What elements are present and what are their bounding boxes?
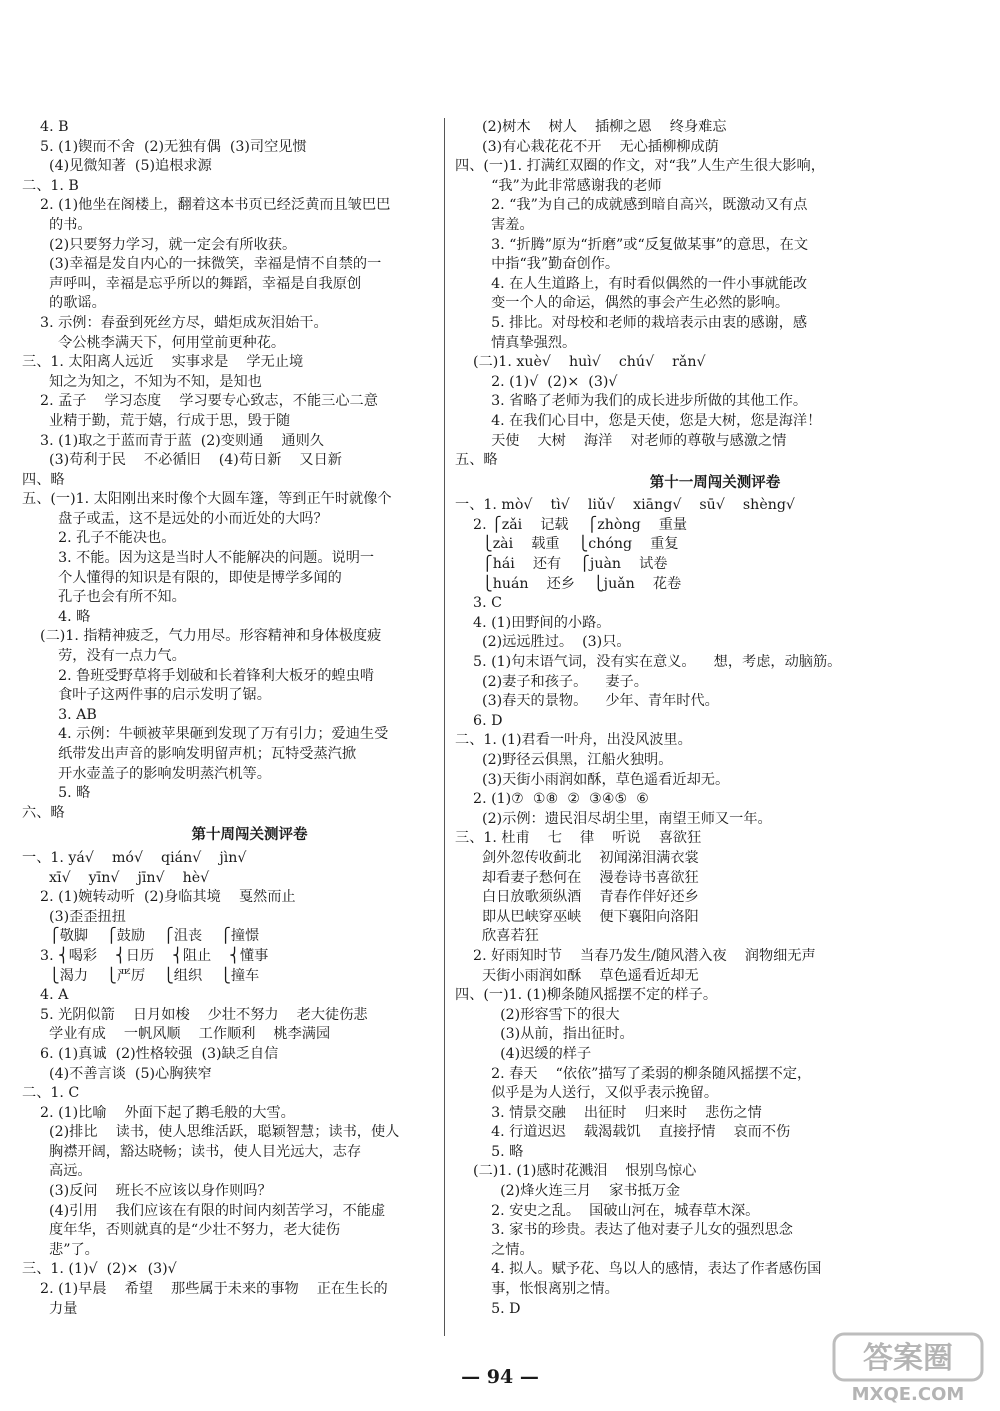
answer-line: 却看妻子愁何在 漫卷诗书喜欲狂 xyxy=(455,869,699,886)
answer-line: 5. D xyxy=(455,1300,521,1317)
answer-line: 2. 孔子不能决也。 xyxy=(22,530,176,547)
answer-line: 2. (1)⑦ ①⑧ ② ③④⑤ ⑥ xyxy=(455,791,650,808)
answer-line: 度年华，否则就真的是“少壮不努力，老大徒伤 xyxy=(22,1222,341,1239)
answer-line: 3. C xyxy=(455,595,502,612)
answer-line: 剑外忽传收蓟北 初闻涕泪满衣裳 xyxy=(455,849,699,866)
answer-line: (3)天街小雨润如酥，草色遥看近却无。 xyxy=(455,771,730,788)
answer-line: 4. 行道迟迟 载渴载饥 直接抒情 哀而不伤 xyxy=(455,1124,791,1141)
answer-line: 5. 光阴似箭 日月如梭 少壮不努力 老大徒伤悲 xyxy=(22,1006,368,1023)
answer-line: (3)有心栽花花不开 无心插柳柳成荫 xyxy=(455,138,719,155)
answer-line: (3)反问 班长不应该以身作则吗？ xyxy=(22,1183,272,1200)
left-column xyxy=(22,118,477,1319)
answer-line: (二)1. (1)感时花溅泪 恨别鸟惊心 xyxy=(455,1163,697,1180)
answer-line: 4. 示例：牛顿被苹果砸到发现了万有引力；爱迪生受 xyxy=(22,726,389,743)
answer-line: 2. 好雨知时节 当春乃发生/随风潜入夜 润物细无声 xyxy=(455,947,816,964)
answer-line: 2. (1)他坐在阁楼上，翻着这本书页已经泛黄而且皱巴巴 xyxy=(22,197,391,214)
answer-line: (3)苟利于民 不必循旧 (4)苟日新 又日新 xyxy=(22,452,342,469)
right-column xyxy=(455,118,975,1319)
answer-line: 二、1. B xyxy=(22,177,79,194)
answer-line: 2. ⎧zǎi 记载 ⎧zhòng 重量 xyxy=(455,516,688,533)
answer-line: 二、1. C xyxy=(22,1085,80,1102)
answer-line: 三、1. 杜甫 七 律 听说 喜欲狂 xyxy=(455,830,702,847)
answer-line: ⎧hái 还有 ⎧juàn 试卷 xyxy=(455,556,668,573)
answer-line: (4)不善言谈 (5)心胸狭窄 xyxy=(22,1065,212,1082)
answer-line: 4. A xyxy=(22,987,69,1004)
answer-line: 欣喜若狂 xyxy=(455,928,539,945)
answer-line: (二)1. xuè√ huì√ chú√ rǎn√ xyxy=(455,354,706,371)
answer-line: 悲”了。 xyxy=(22,1241,99,1258)
answer-line: 食叶子这两件事的启示发明了锯。 xyxy=(22,687,271,704)
answer-line: ⎩渴力 ⎩严厉 ⎩组织 ⎩撞车 xyxy=(22,967,260,984)
answer-line: 五、(一)1. 太阳刚出来时像个大圆车篷，等到正午时就像个 xyxy=(22,491,392,508)
answer-line: 业精于勤，荒于嬉，行成于思，毁于随 xyxy=(22,412,291,429)
answer-line: ⎩zài 载重 ⎩chóng 重复 xyxy=(455,536,679,553)
watermark-logo xyxy=(828,1330,988,1406)
answer-line: (2)树木 树人 插柳之恩 终身难忘 xyxy=(455,119,727,135)
answer-line: 天使 大树 海洋 对老师的尊敬与感激之情 xyxy=(455,432,787,449)
page-number: — 94 — xyxy=(461,1366,539,1388)
answer-line: 2. (1)比喻 外面下起了鹅毛般的大雪。 xyxy=(22,1104,295,1121)
answer-line: (2)只要努力学习，就一定会有所收获。 xyxy=(22,236,297,253)
answer-line: (2)烽火连三月 家书抵万金 xyxy=(455,1183,681,1200)
answer-line: (二)1. 指精神疲乏，气力用尽。形容精神和身体极度疲 xyxy=(22,628,382,645)
answer-line: 变一个人的命运，偶然的事会产生必然的影响。 xyxy=(455,295,790,312)
answer-line: 纸带发出声音的影响发明留声机；瓦特受蒸汽掀 xyxy=(22,746,357,762)
answer-line: 2. (1)早晨 希望 那些属于未来的事物 正在生长的 xyxy=(22,1281,388,1298)
answer-line: 的歌谣。 xyxy=(22,295,106,312)
answer-line: 盘子或盂，这不是远处的小而近处的大吗？ xyxy=(22,510,328,527)
answer-line: 4. B xyxy=(22,119,69,135)
answer-line: 5. (1)句末语气词，没有实在意义。 想，考虑，动脑筋。 xyxy=(455,654,842,671)
answer-line: 2. (1)婉转动听 (2)身临其境 戛然而止 xyxy=(22,889,296,906)
answer-line: 3. “折腾”原为“折磨”或“反复做某事”的意思，在文 xyxy=(455,236,809,253)
left-answers-part2 xyxy=(22,849,477,1319)
answer-line: 害羞。 xyxy=(455,216,534,233)
answer-line: 即从巴峡穿巫峡 便下襄阳向洛阳 xyxy=(455,908,699,925)
answer-line: 劳，没有一点力气。 xyxy=(22,648,186,665)
answer-line: 一、1. yá√ mó√ qián√ jìn√ xyxy=(22,849,247,866)
answer-line: (4)见微知著 (5)追根求源 xyxy=(22,158,212,175)
answer-line: 声呼叫，幸福是忘乎所以的舞蹈，幸福是自我原创 xyxy=(22,275,362,292)
answer-line: (2)示例：遗民泪尽胡尘里，南望王师又一年。 xyxy=(455,810,772,827)
answer-line: 一、1. mò√ tì√ liǔ√ xiāng√ sū√ shèng√ xyxy=(455,497,795,514)
answer-line: 情真挚强烈。 xyxy=(455,334,577,351)
watermark-top: 答案圈 xyxy=(863,1341,953,1376)
answer-line: (3)幸福是发自内心的一抹微笑，幸福是情不自禁的一 xyxy=(22,256,382,273)
answer-line: 白日放歌须纵酒 青春作伴好还乡 xyxy=(455,889,699,906)
answer-line: 4. (1)田野间的小路。 xyxy=(455,614,611,631)
answer-line: (2)妻子和孩子。 妻子。 xyxy=(455,673,648,690)
answer-line: 五、略 xyxy=(455,452,498,469)
answer-line: (2)形容雪下的很大 xyxy=(455,1006,620,1023)
answer-line: 3. AB xyxy=(22,706,97,723)
answer-line: 5. (1)锲而不舍 (2)无独有偶 (3)司空见惯 xyxy=(22,138,307,155)
answer-line: 之情。 xyxy=(455,1241,534,1258)
answer-line: 2. 鲁班受野草将手划破和长着锋利大板牙的蝗虫啃 xyxy=(22,667,375,684)
answer-line: 5. 略 xyxy=(455,1143,524,1160)
answer-line: 3. (1)取之于蓝而青于蓝 (2)变则通 通则久 xyxy=(22,432,324,449)
answer-line: 三、1. (1)√ (2)× (3)√ xyxy=(22,1261,177,1278)
answer-line: 二、1. (1)君看一叶舟，出没风波里。 xyxy=(455,732,692,749)
answer-line: 事，怅恨离别之情。 xyxy=(455,1281,619,1298)
answer-line: (3)歪歪扭扭 xyxy=(22,908,126,925)
answer-line: 的书。 xyxy=(22,216,92,233)
answer-line: 5. 排比。对母校和老师的栽培表示由衷的感谢，感 xyxy=(455,314,808,331)
answer-line: ⎧敬脚 ⎧鼓励 ⎧沮丧 ⎧撞憬 xyxy=(22,928,260,945)
answer-line: 四、(一)1. 打满红双圈的作文，对“我”人生产生很大影响， xyxy=(455,158,825,175)
answer-line: 3. 不能。因为这是当时人不能解决的问题。说明一 xyxy=(22,550,375,567)
answer-line: 4. 略 xyxy=(22,608,91,625)
answer-line: 个人懂得的知识是有限的，即使是博学多闻的 xyxy=(22,569,342,586)
answer-line: “我”为此非常感谢我的老师 xyxy=(455,177,662,194)
answer-line: 3. ⎨喝彩 ⎨日历 ⎨阻止 ⎨懂事 xyxy=(22,947,269,964)
right-answers-part2 xyxy=(455,496,975,1319)
answer-line: 4. 拟人。赋予花、鸟以人的感情，表达了作者感伤国 xyxy=(455,1261,822,1278)
answer-line: 知之为知之，不知为不知，是知也 xyxy=(22,373,262,390)
answer-line: (4)引用 我们应该在有限的时间内刻苦学习，不能虚 xyxy=(22,1202,386,1219)
answer-line: 4. 在人生道路上，有时看似偶然的一件小事就能改 xyxy=(455,275,808,292)
answer-line: 四、(一)1. (1)柳条随风摇摆不定的样子。 xyxy=(455,987,718,1004)
answer-line: 6. (1)真诚 (2)性格较强 (3)缺乏自信 xyxy=(22,1045,279,1062)
answer-line: (2)远远胜过。 (3)只。 xyxy=(455,634,631,651)
answer-line: (3)从前，指出征时。 xyxy=(455,1026,634,1043)
section-title-week10: 第十周闯关测评卷 xyxy=(191,827,308,844)
answer-line: 孔子也会有所不知。 xyxy=(22,589,186,606)
answer-line: 3. 家书的珍贵。表达了他对妻子儿女的强烈思念 xyxy=(455,1222,793,1239)
left-answers-part1 xyxy=(22,118,477,823)
answer-line: 2. 安史之乱。 国破山河在，城春草木深。 xyxy=(455,1202,760,1219)
answer-line: 开水壶盖子的影响发明蒸汽机等。 xyxy=(22,765,271,782)
section-title-week11: 第十一周闯关测评卷 xyxy=(649,474,781,491)
watermark-bottom: MXQE.COM xyxy=(851,1384,965,1405)
answer-line: 似乎是为人送行，又似乎表示挽留。 xyxy=(455,1085,719,1102)
answer-line: 学业有成 一帆风顺 工作顺利 桃李满园 xyxy=(22,1026,331,1043)
answer-line: 2. 春天 “依依”描写了柔弱的柳条随风摇摆不定， xyxy=(455,1065,812,1082)
answer-line: 5. 略 xyxy=(22,785,91,802)
answer-line: 令公桃李满天下，何用堂前更种花。 xyxy=(22,334,286,351)
answer-line: 高远。 xyxy=(22,1163,92,1180)
answer-line: 六、略 xyxy=(22,804,65,821)
answer-line: 三、1. 太阳离人远近 实事求是 学无止境 xyxy=(22,354,304,371)
answer-line: 2. 孟子 学习态度 学习要专心致志，不能三心二意 xyxy=(22,393,378,410)
answer-line: 6. D xyxy=(455,712,503,729)
answer-line: 天街小雨润如酥 草色遥看近却无 xyxy=(455,967,699,984)
answer-line: xī√ yīn√ jīn√ hè√ xyxy=(22,869,210,886)
answer-line: 四、略 xyxy=(22,471,65,488)
answer-line: 胸襟开阔，豁达晓畅；读书，使人目光远大，志存 xyxy=(22,1143,362,1160)
answer-line: (2)野径云俱黑，江船火独明。 xyxy=(455,752,673,768)
answer-line: 力量 xyxy=(22,1300,78,1317)
answer-line: 3. 示例：春蚕到死丝方尽，蜡炬成灰泪始干。 xyxy=(22,314,328,331)
answer-line: 中指“我”勤奋创作。 xyxy=(455,256,620,273)
right-answers-part1 xyxy=(455,118,975,471)
answer-line: 3. 情景交融 出征时 归来时 悲伤之情 xyxy=(455,1104,762,1121)
answer-line: 4. 在我们心目中，您是天使，您是大树，您是海洋！ xyxy=(455,412,822,429)
answer-line: 2. (1)√ (2)× (3)√ xyxy=(455,373,618,390)
answer-line: ⎩huán 还乡 ⎩juǎn 花卷 xyxy=(455,575,682,592)
answer-line: 3. 省略了老师为我们的成长进步所做的其他工作。 xyxy=(455,393,808,410)
answer-line: (2)排比 读书，使人思维活跃，聪颖智慧；读书，使人 xyxy=(22,1124,400,1141)
answer-line: (4)迟缓的样子 xyxy=(455,1045,592,1062)
answer-line: (3)春天的景物。 少年、青年时代。 xyxy=(455,693,719,710)
answer-line: 2. “我”为自己的成就感到暗自高兴，既激动又有点 xyxy=(455,197,808,214)
